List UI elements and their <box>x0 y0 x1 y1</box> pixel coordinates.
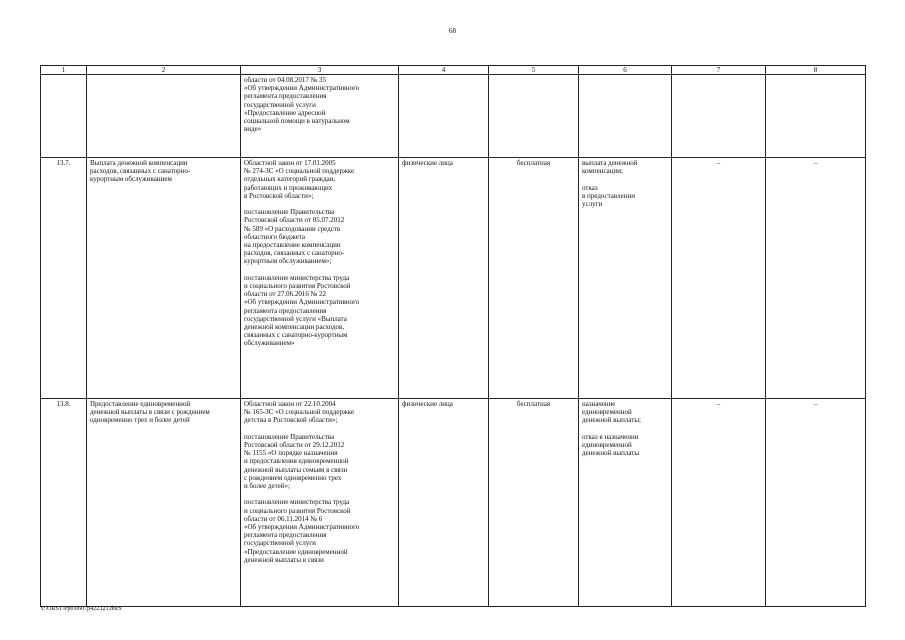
row-number-cell: 13.7. <box>41 158 87 399</box>
column-number-row <box>41 66 866 75</box>
table-row <box>41 158 866 399</box>
page-number: 68 <box>449 27 456 35</box>
column-8-cell: – <box>766 158 866 399</box>
file-path-footer: Y:\ORST\Ppo\0607p422.f21.docx <box>40 606 122 612</box>
service-name-cell: Выплата денежной компенсации расходов, связанных с санаторно- курортным обслуживанием <box>87 158 241 399</box>
legal-basis-cell: Областной закон от 17.01.2005 № 274-ЗС «О социальной поддержке отдельных категорий граждан, работающих и проживающих в Ростовской области»; постановление Правительства Ростовской области от 05.07.2012 № 589 «О расходовании средств областного бюджета на предоставление компенсации расходов, связанных с санаторно- курортным обслуживанием»; постановление министерства труда и социального развития Ростовской области от 27.06.2016 № 22 «Об утверждении Административного регламента предоставления государственной услуги «Выплата денежной компенсации расходов, связанных с санаторно-курортным обслуживанием» <box>241 158 399 399</box>
column-7-cell: – <box>672 399 766 607</box>
payment-cell: бесплатная <box>489 158 579 399</box>
recipients-cell: физические лица <box>399 399 489 607</box>
column-header: 7 <box>672 66 766 75</box>
column-header: 2 <box>87 66 241 75</box>
result-cell: назначение единовременной денежной выплаты; отказ в назначении единовременной денежной выплаты <box>579 399 672 607</box>
legal-basis-cell: Областной закон от 22.10.2004 № 165-ЗС «О социальной поддержке детства в Ростовской области»; постановление Правительства Ростовской области от 29.12.2012 № 1155 «О порядке назначения и предоставления единовременной денежной выплаты семьям в связи с рождением одновременно трех и более детей»; постановление министерства труда и социального развития Ростовской области от 06.11.2014 № 6 «Об утверждении Административного регламента предоставления государственной услуги «Предоставление единовременной денежной выплаты в связи <box>241 399 399 607</box>
column-7-cell: – <box>672 158 766 399</box>
services-table <box>40 65 866 607</box>
result-cell <box>579 75 672 158</box>
payment-cell: бесплатная <box>489 399 579 607</box>
column-header: 6 <box>579 66 672 75</box>
result-cell: выплата денежной компенсации; отказ в предоставлении услуги <box>579 158 672 399</box>
column-header: 1 <box>41 66 87 75</box>
column-8-cell: – <box>766 399 866 607</box>
service-name-cell: Предоставление единовременной денежной выплаты в связи с рождением одновременно трех и более детей <box>87 399 241 607</box>
column-header: 5 <box>489 66 579 75</box>
row-number-cell: 13.8. <box>41 399 87 607</box>
legal-basis-cell: области от 04.08.2017 № 35 «Об утверждении Административного регламента предоставления государственной услуги «Предоставление адресной социальной помощи в натуральном виде» <box>241 75 399 158</box>
table-row <box>41 399 866 607</box>
service-name-cell <box>87 75 241 158</box>
table-row <box>41 75 866 158</box>
recipients-cell: физические лица <box>399 158 489 399</box>
recipients-cell <box>399 75 489 158</box>
column-8-cell <box>766 75 866 158</box>
payment-cell <box>489 75 579 158</box>
row-number-cell <box>41 75 87 158</box>
column-header: 3 <box>241 66 399 75</box>
column-header: 4 <box>399 66 489 75</box>
column-7-cell <box>672 75 766 158</box>
column-header: 8 <box>766 66 866 75</box>
